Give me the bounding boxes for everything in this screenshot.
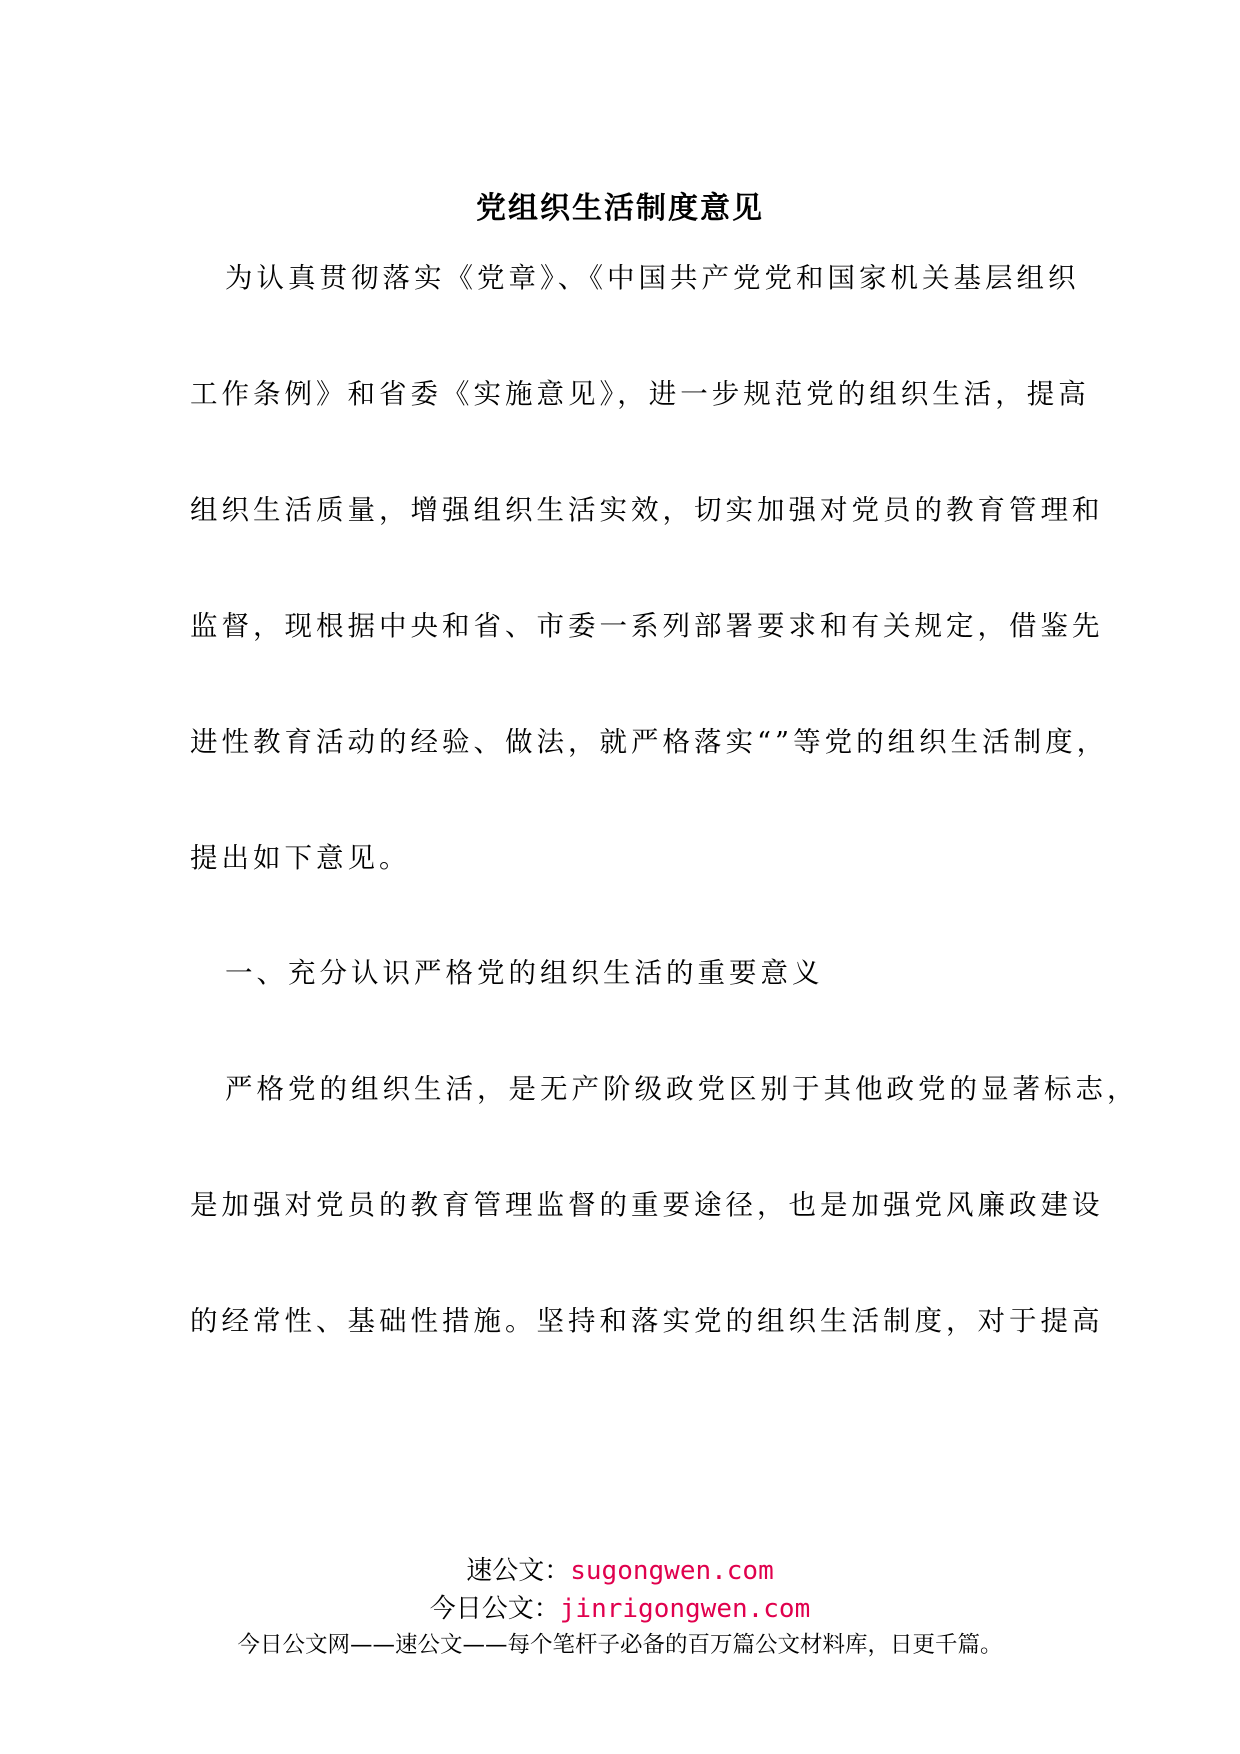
- document-title: 党组织生活制度意见: [476, 191, 764, 226]
- footer-tagline: 今日公文网——速公文——每个笔杆子必备的百万篇公文材料库，日更千篇。: [237, 1632, 1003, 1658]
- body-line: 严格党的组织生活，是无产阶级政党区别于其他政党的显著标志，: [225, 1073, 1139, 1105]
- body-line: 进性教育活动的经验、做法，就严格落实“”等党的组织生活制度，: [190, 726, 1109, 758]
- footer-sugongwen: [0, 1550, 1240, 1587]
- body-line: 是加强对党员的教育管理监督的重要途径，也是加强党风廉政建设: [190, 1189, 1104, 1221]
- footer-jinrigongwen: [0, 1588, 1240, 1625]
- body-line: 组织生活质量，增强组织生活实效，切实加强对党员的教育管理和: [190, 494, 1104, 526]
- body-line: 提出如下意见。: [190, 842, 411, 874]
- section-heading: 一、充分认识严格党的组织生活的重要意义: [225, 957, 824, 989]
- body-line: 的经常性、基础性措施。坚持和落实党的组织生活制度，对于提高: [190, 1305, 1104, 1337]
- body-line: 工作条例》和省委《实施意见》，进一步规范党的组织生活，提高: [190, 378, 1090, 410]
- body-line: 监督，现根据中央和省、市委一系列部署要求和有关规定，借鉴先: [190, 610, 1104, 642]
- footer-link-jinrigongwen[interactable]: jinrigongwen.com: [559, 1594, 811, 1624]
- footer-link-sugongwen[interactable]: sugongwen.com: [570, 1556, 774, 1586]
- footer-label: 速公文：: [466, 1556, 571, 1586]
- footer-label: 今日公文：: [429, 1594, 560, 1624]
- body-line: 为认真贯彻落实《党章》、《中国共产党党和国家机关基层组织: [225, 262, 1080, 294]
